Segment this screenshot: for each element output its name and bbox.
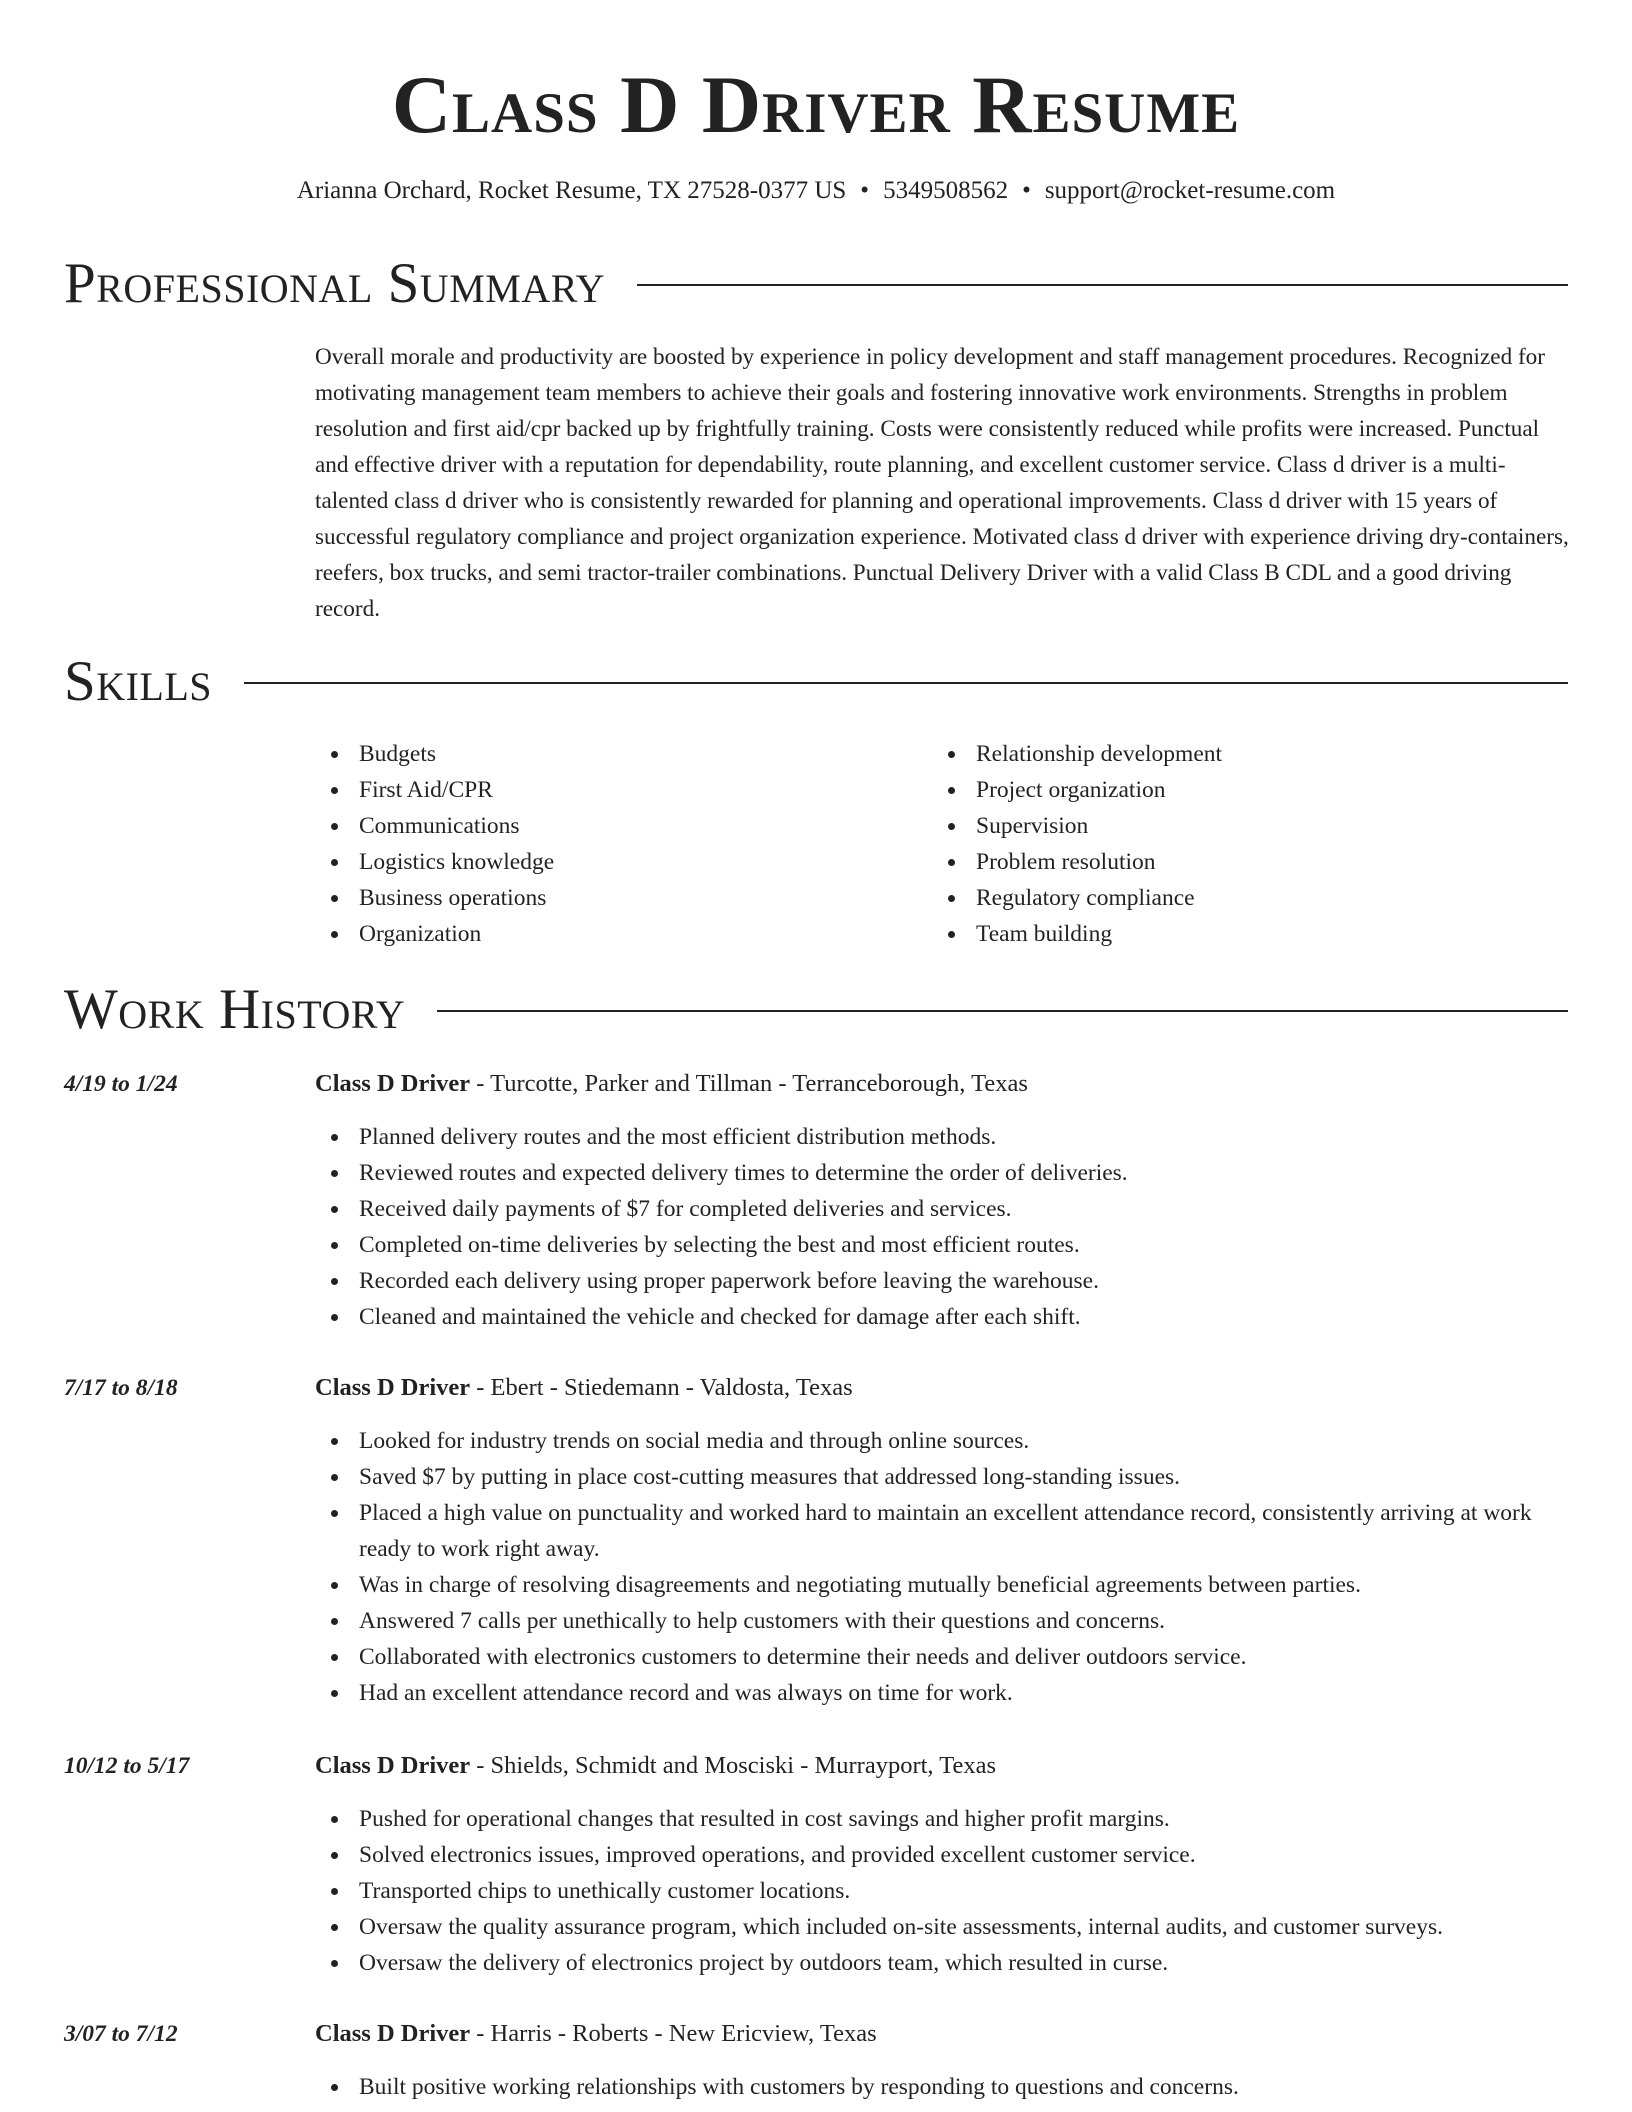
job-dates: 4/19 to 1/24	[64, 1071, 178, 1097]
job-duty-item: Looked for industry trends on social media and through online sources.	[315, 1423, 1568, 1459]
job-duty-item: Oversaw the quality assurance program, which included on-site assessments, internal audits, and customer surveys.	[315, 1909, 1568, 1945]
job-duty-item: Answered 7 calls per unethically to help customers with their questions and concerns.	[315, 1603, 1568, 1639]
job-duty-item: Collaborated with electronics customers to determine their needs and deliver outdoors service.	[315, 1639, 1568, 1675]
job-duty-item: Planned delivery routes and the most efficient distribution methods.	[315, 1119, 1568, 1155]
skill-item: Budgets	[315, 736, 932, 772]
job-duties-list	[315, 1423, 1568, 1711]
skill-item: Relationship development	[932, 736, 1549, 772]
job-duties-list	[315, 2069, 1568, 2105]
skill-item: Organization	[315, 916, 932, 952]
skill-item: Communications	[315, 808, 932, 844]
job-duty-item: Placed a high value on punctuality and worked hard to maintain an excellent attendance record, consistently arriving at work ready to work right away.	[315, 1495, 1568, 1567]
job-duty-item: Oversaw the delivery of electronics project by outdoors team, which resulted in curse.	[315, 1945, 1568, 1981]
skill-item: Project organization	[932, 772, 1549, 808]
job-dates: 7/17 to 8/18	[64, 1375, 178, 1401]
job-duty-item: Solved electronics issues, improved operations, and provided excellent customer service.	[315, 1837, 1568, 1873]
job-employer-location: - Shields, Schmidt and Mosciski - Murrayport, Texas	[470, 1752, 997, 1779]
job-duty-item: Cleaned and maintained the vehicle and checked for damage after each shift.	[315, 1299, 1568, 1335]
job-duty-item: Transported chips to unethically customer locations.	[315, 1873, 1568, 1909]
skills-section-header	[64, 650, 1568, 714]
skill-item: First Aid/CPR	[315, 772, 932, 808]
job-duty-item: Reviewed routes and expected delivery times to determine the order of deliveries.	[315, 1155, 1568, 1191]
skill-item: Regulatory compliance	[932, 880, 1549, 916]
job-dates: 3/07 to 7/12	[64, 2021, 178, 2047]
skill-item: Logistics knowledge	[315, 844, 932, 880]
job-heading	[315, 1370, 1568, 1406]
contact-line	[0, 174, 1632, 208]
job-employer-location: - Turcotte, Parker and Tillman - Terranceborough, Texas	[470, 1070, 1028, 1097]
job-title: Class D Driver	[315, 1752, 471, 1779]
job-title: Class D Driver	[315, 1374, 471, 1401]
skill-item: Supervision	[932, 808, 1549, 844]
job-duties-list	[315, 1801, 1568, 1981]
contact-separator: •	[860, 177, 870, 204]
work-heading: Work History	[64, 978, 406, 1041]
skills-column-left	[315, 736, 932, 952]
section-divider	[244, 682, 1568, 684]
job-heading	[315, 2016, 1568, 2052]
summary-heading: Professional Summary	[64, 252, 606, 315]
job-entry	[64, 1370, 1568, 1711]
skill-item: Team building	[932, 916, 1549, 952]
skills-column-right	[932, 736, 1549, 952]
contact-phone: 5349508562	[883, 177, 1009, 204]
skill-item: Business operations	[315, 880, 932, 916]
job-entry	[64, 1748, 1568, 1981]
resume-title: Class D Driver Resume	[391, 59, 1241, 150]
summary-text: Overall morale and productivity are boosted by experience in policy development and staff management procedures. Recognized for motivating management team members to achieve their goals and fostering innovative work environments. Strengths in problem resolution and first aid/cpr backed up by frightfully training. Costs were consistently reduced while profits were increased. Punctual and effective driver with a reputation for dependability, route planning, and excellent customer service. Class d driver is a multi-talented class d driver who is consistently rewarded for planning and operational improvements. Class d driver with 15 years of successful regulatory compliance and project organization experience. Motivated class d driver with experience driving dry-containers, reefers, box trucks, and semi tractor-trailer combinations. Punctual Delivery Driver with a valid Class B CDL and a good driving record.	[315, 344, 1569, 622]
job-duty-item: Recorded each delivery using proper paperwork before leaving the warehouse.	[315, 1263, 1568, 1299]
job-entry	[64, 1066, 1568, 1335]
job-duty-item: Was in charge of resolving disagreements and negotiating mutually beneficial agreements between parties.	[315, 1567, 1568, 1603]
contact-address: Arianna Orchard, Rocket Resume, TX 27528-0377 US	[296, 177, 847, 204]
summary-section-header	[64, 252, 1568, 316]
job-duty-item: Saved $7 by putting in place cost-cutting measures that addressed long-standing issues.	[315, 1459, 1568, 1495]
job-dates: 10/12 to 5/17	[64, 1753, 190, 1779]
job-duty-item: Received daily payments of $7 for completed deliveries and services.	[315, 1191, 1568, 1227]
job-duty-item: Built positive working relationships with customers by responding to questions and concerns.	[315, 2069, 1568, 2105]
section-divider	[637, 284, 1568, 286]
contact-separator: •	[1022, 177, 1031, 204]
skills-list	[315, 736, 1575, 952]
skills-heading: Skills	[64, 650, 213, 713]
job-duty-item: Completed on-time deliveries by selecting the best and most efficient routes.	[315, 1227, 1568, 1263]
job-duty-item: Had an excellent attendance record and was always on time for work.	[315, 1675, 1568, 1711]
job-title: Class D Driver	[315, 1070, 471, 1097]
job-employer-location: - Ebert - Stiedemann - Valdosta, Texas	[470, 1374, 853, 1401]
section-divider	[437, 1010, 1568, 1012]
job-title: Class D Driver	[315, 2020, 471, 2047]
work-section-header	[64, 978, 1568, 1042]
job-heading	[315, 1066, 1568, 1102]
job-duty-item: Pushed for operational changes that resulted in cost savings and higher profit margins.	[315, 1801, 1568, 1837]
job-heading	[315, 1748, 1568, 1784]
skill-item: Problem resolution	[932, 844, 1549, 880]
job-duties-list	[315, 1119, 1568, 1335]
job-employer-location: - Harris - Roberts - New Ericview, Texas	[470, 2020, 877, 2047]
contact-email: support@rocket-resume.com	[1044, 177, 1336, 204]
job-entry	[64, 2016, 1568, 2105]
